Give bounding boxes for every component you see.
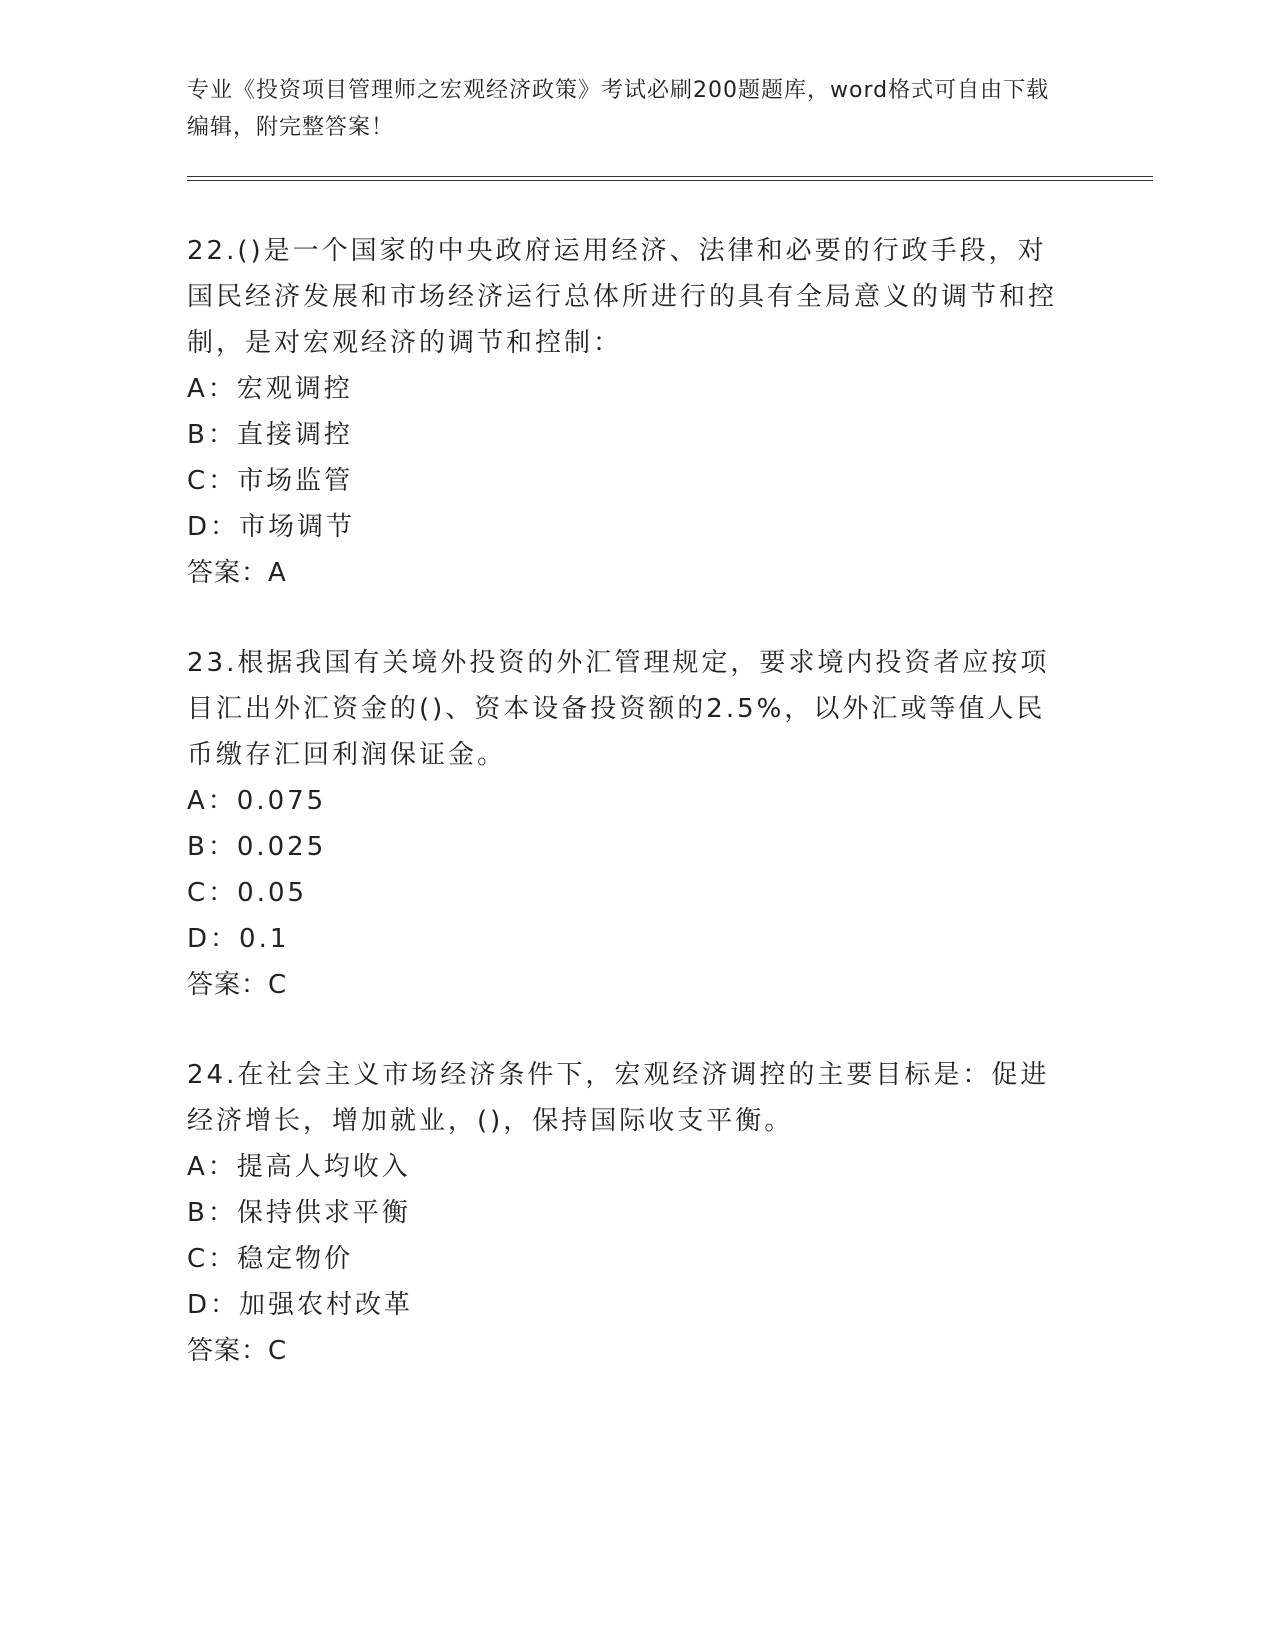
question-stem: 22.()是一个国家的中央政府运用经济、法律和必要的行政手段，对国民经济发展和市场经济运行总体所进行的具有全局意义的调节和控制，是对宏观经济的调节和控制： [187,236,1058,358]
question-24 [187,1052,1067,1374]
option-b: B：直接调控 [187,420,353,450]
option-c: C：市场监管 [187,466,354,496]
option-b: B：保持供求平衡 [187,1198,411,1228]
question-stem: 24.在社会主义市场经济条件下，宏观经济调控的主要目标是：促进经济增长，增加就业，()，保持国际收支平衡。 [187,1060,1050,1136]
option-b: B：0.025 [187,832,327,862]
option-c: C：稳定物价 [187,1244,354,1274]
document-header: 专业《投资项目管理师之宏观经济政策》考试必刷200题题库，word格式可自由下载编辑，附完整答案！ [187,78,1050,140]
question-23 [187,640,1067,1008]
question-stem: 23.根据我国有关境外投资的外汇管理规定，要求境内投资者应按项目汇出外汇资金的()、资本设备投资额的2.5%，以外汇或等值人民币缴存汇回利润保证金。 [187,648,1050,770]
option-d: D：加强农村改革 [187,1290,414,1320]
question-22 [187,228,1067,596]
option-a: A：提高人均收入 [187,1152,411,1182]
option-a: A：宏观调控 [187,374,353,404]
option-a: A：0.075 [187,786,327,816]
option-d: D：0.1 [187,924,290,954]
document-page [187,72,1187,1374]
answer: 答案：C [187,1336,288,1366]
header-divider [187,176,1153,181]
option-d: D：市场调节 [187,512,356,542]
answer: 答案：A [187,558,287,588]
option-c: C：0.05 [187,878,308,908]
answer: 答案：C [187,970,288,1000]
